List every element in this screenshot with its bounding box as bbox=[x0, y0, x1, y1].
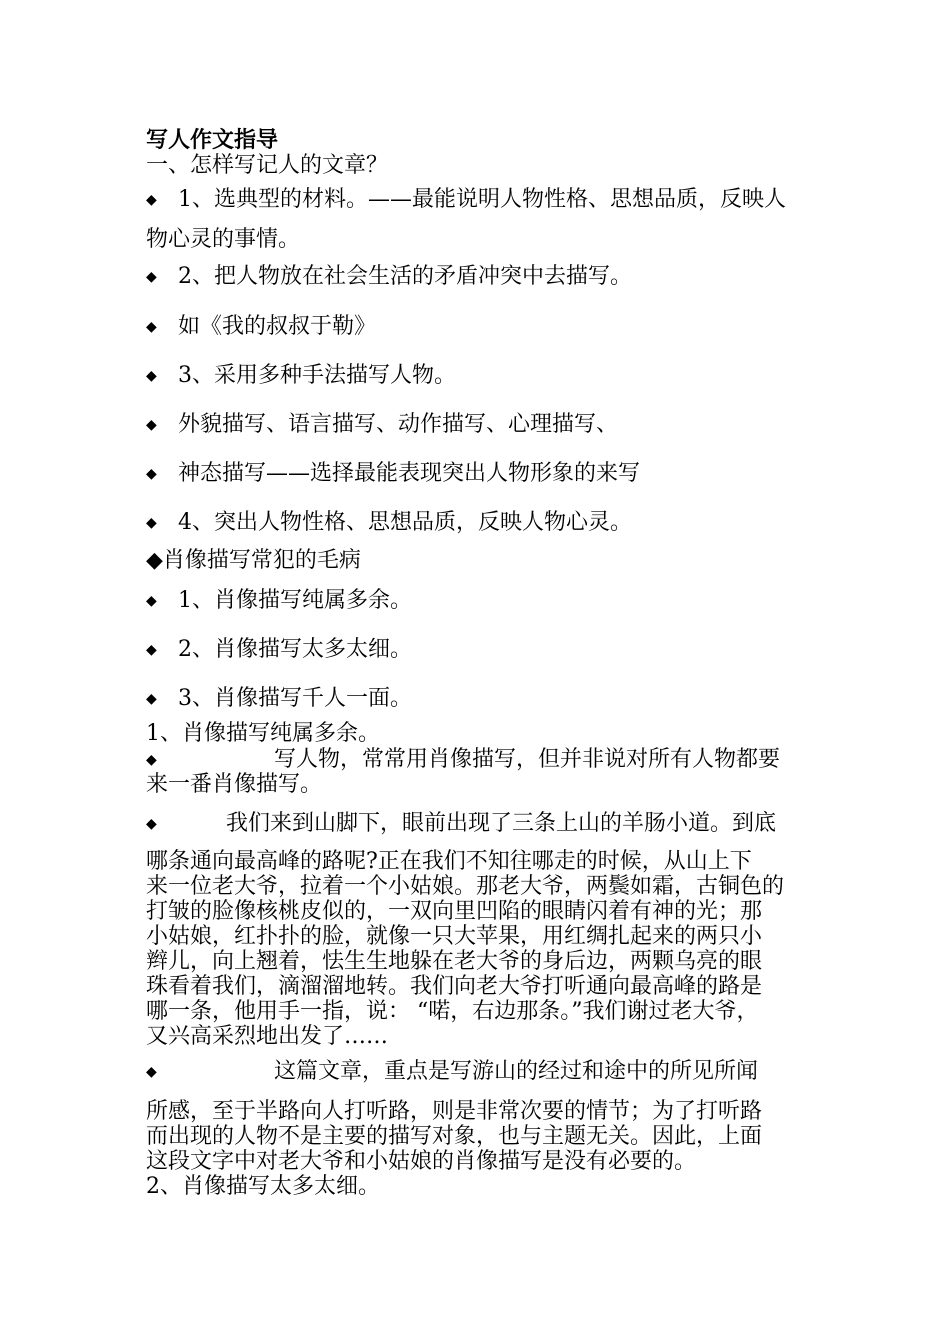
diamond-bullet-icon: ◆ bbox=[146, 465, 157, 482]
list-item: ◆ 3、肖像描写千人一面。 bbox=[146, 686, 412, 711]
list-item: ◆ 外貌描写、语言描写、动作描写、心理描写、 bbox=[146, 412, 619, 437]
diamond-bullet-icon: ◆ bbox=[146, 1063, 157, 1080]
diamond-bullet-icon: ◆ bbox=[146, 815, 157, 832]
paragraph-line: ◆ 我们来到山脚下，眼前出现了三条上山的羊肠小道。到底 bbox=[146, 811, 777, 836]
diamond-bullet-icon: ◆ bbox=[146, 641, 157, 658]
paragraph-line: 又兴高采烈地出发了…… bbox=[146, 1024, 389, 1049]
paragraph-line: 辫儿，向上翘着，怯生生地躲在老大爷的身后边，两颗乌亮的眼 bbox=[146, 949, 763, 974]
section-heading: 一、怎样写记人的文章？ bbox=[146, 153, 389, 178]
paragraph-line: 哪一条，他用手一指，说： “喏，右边那条。”我们谢过老大爷， bbox=[146, 999, 759, 1024]
list-item: ◆ 2、把人物放在社会生活的矛盾冲突中去描写。 bbox=[146, 264, 632, 289]
document-title: 写人作文指导 bbox=[146, 127, 279, 153]
diamond-bullet-icon: ◆ bbox=[146, 592, 157, 609]
diamond-bullet-icon: ◆ bbox=[146, 268, 157, 285]
paragraph-line: 打皱的脸像核桃皮似的，一双向里凹陷的眼睛闪着有神的光；那 bbox=[146, 899, 763, 924]
paragraph-line: 来一番肖像描写。 bbox=[146, 772, 323, 797]
paragraph-line: 小姑娘，红扑扑的脸，就像一只大苹果，用红绸扎起来的两只小 bbox=[146, 924, 763, 949]
list-item: ◆ 如《我的叔叔于勒》 bbox=[146, 314, 377, 339]
list-item: ◆ 神态描写——选择最能表现突出人物形象的来写 bbox=[146, 461, 641, 486]
paragraph-line: 珠看着我们，滴溜溜地转。我们向老大爷打听通向最高峰的路是 bbox=[146, 974, 763, 999]
paragraph-line: ◆ 这篇文章，重点是写游山的经过和途中的所见所闻 bbox=[146, 1059, 759, 1084]
diamond-bullet-icon: ◆ bbox=[146, 367, 157, 384]
diamond-bullet-icon: ◆ bbox=[146, 318, 157, 335]
list-item-continuation: 物心灵的事情。 bbox=[146, 227, 301, 252]
diamond-bullet-icon: ◆ bbox=[146, 191, 157, 208]
list-item: ◆ 4、突出人物性格、思想品质，反映人物心灵。 bbox=[146, 510, 632, 535]
diamond-bullet-icon: ◆ bbox=[146, 751, 157, 768]
list-item: ◆ 1、肖像描写纯属多余。 bbox=[146, 588, 412, 613]
paragraph-line: 哪条通向最高峰的路呢?正在我们不知往哪走的时候，从山上下 bbox=[146, 849, 752, 874]
list-item: ◆ 1、选典型的材料。——最能说明人物性格、思想品质，反映人 bbox=[146, 187, 786, 212]
subsection-heading: 1、肖像描写纯属多余。 bbox=[146, 721, 380, 746]
subsection-heading: 2、肖像描写太多太细。 bbox=[146, 1174, 380, 1199]
paragraph-line: 来一位老大爷，拉着一个小姑娘。那老大爷，两鬓如霜，古铜色的 bbox=[146, 874, 785, 899]
paragraph-line: 这段文字中对老大爷和小姑娘的肖像描写是没有必要的。 bbox=[146, 1149, 697, 1174]
paragraph-line: ◆ 写人物，常常用肖像描写，但并非说对所有人物都要 bbox=[146, 747, 781, 772]
list-item: ◆ 2、肖像描写太多太细。 bbox=[146, 637, 412, 662]
faults-heading: ◆肖像描写常犯的毛病 bbox=[146, 548, 361, 573]
diamond-bullet-icon: ◆ bbox=[146, 690, 157, 707]
diamond-bullet-icon: ◆ bbox=[146, 416, 157, 433]
paragraph-line: 所感，至于半路向人打听路，则是非常次要的情节；为了打听路 bbox=[146, 1099, 763, 1124]
list-item: ◆ 3、采用多种手法描写人物。 bbox=[146, 363, 456, 388]
paragraph-line: 而出现的人物不是主要的描写对象，也与主题无关。因此，上面 bbox=[146, 1124, 763, 1149]
diamond-bullet-icon: ◆ bbox=[146, 514, 157, 531]
